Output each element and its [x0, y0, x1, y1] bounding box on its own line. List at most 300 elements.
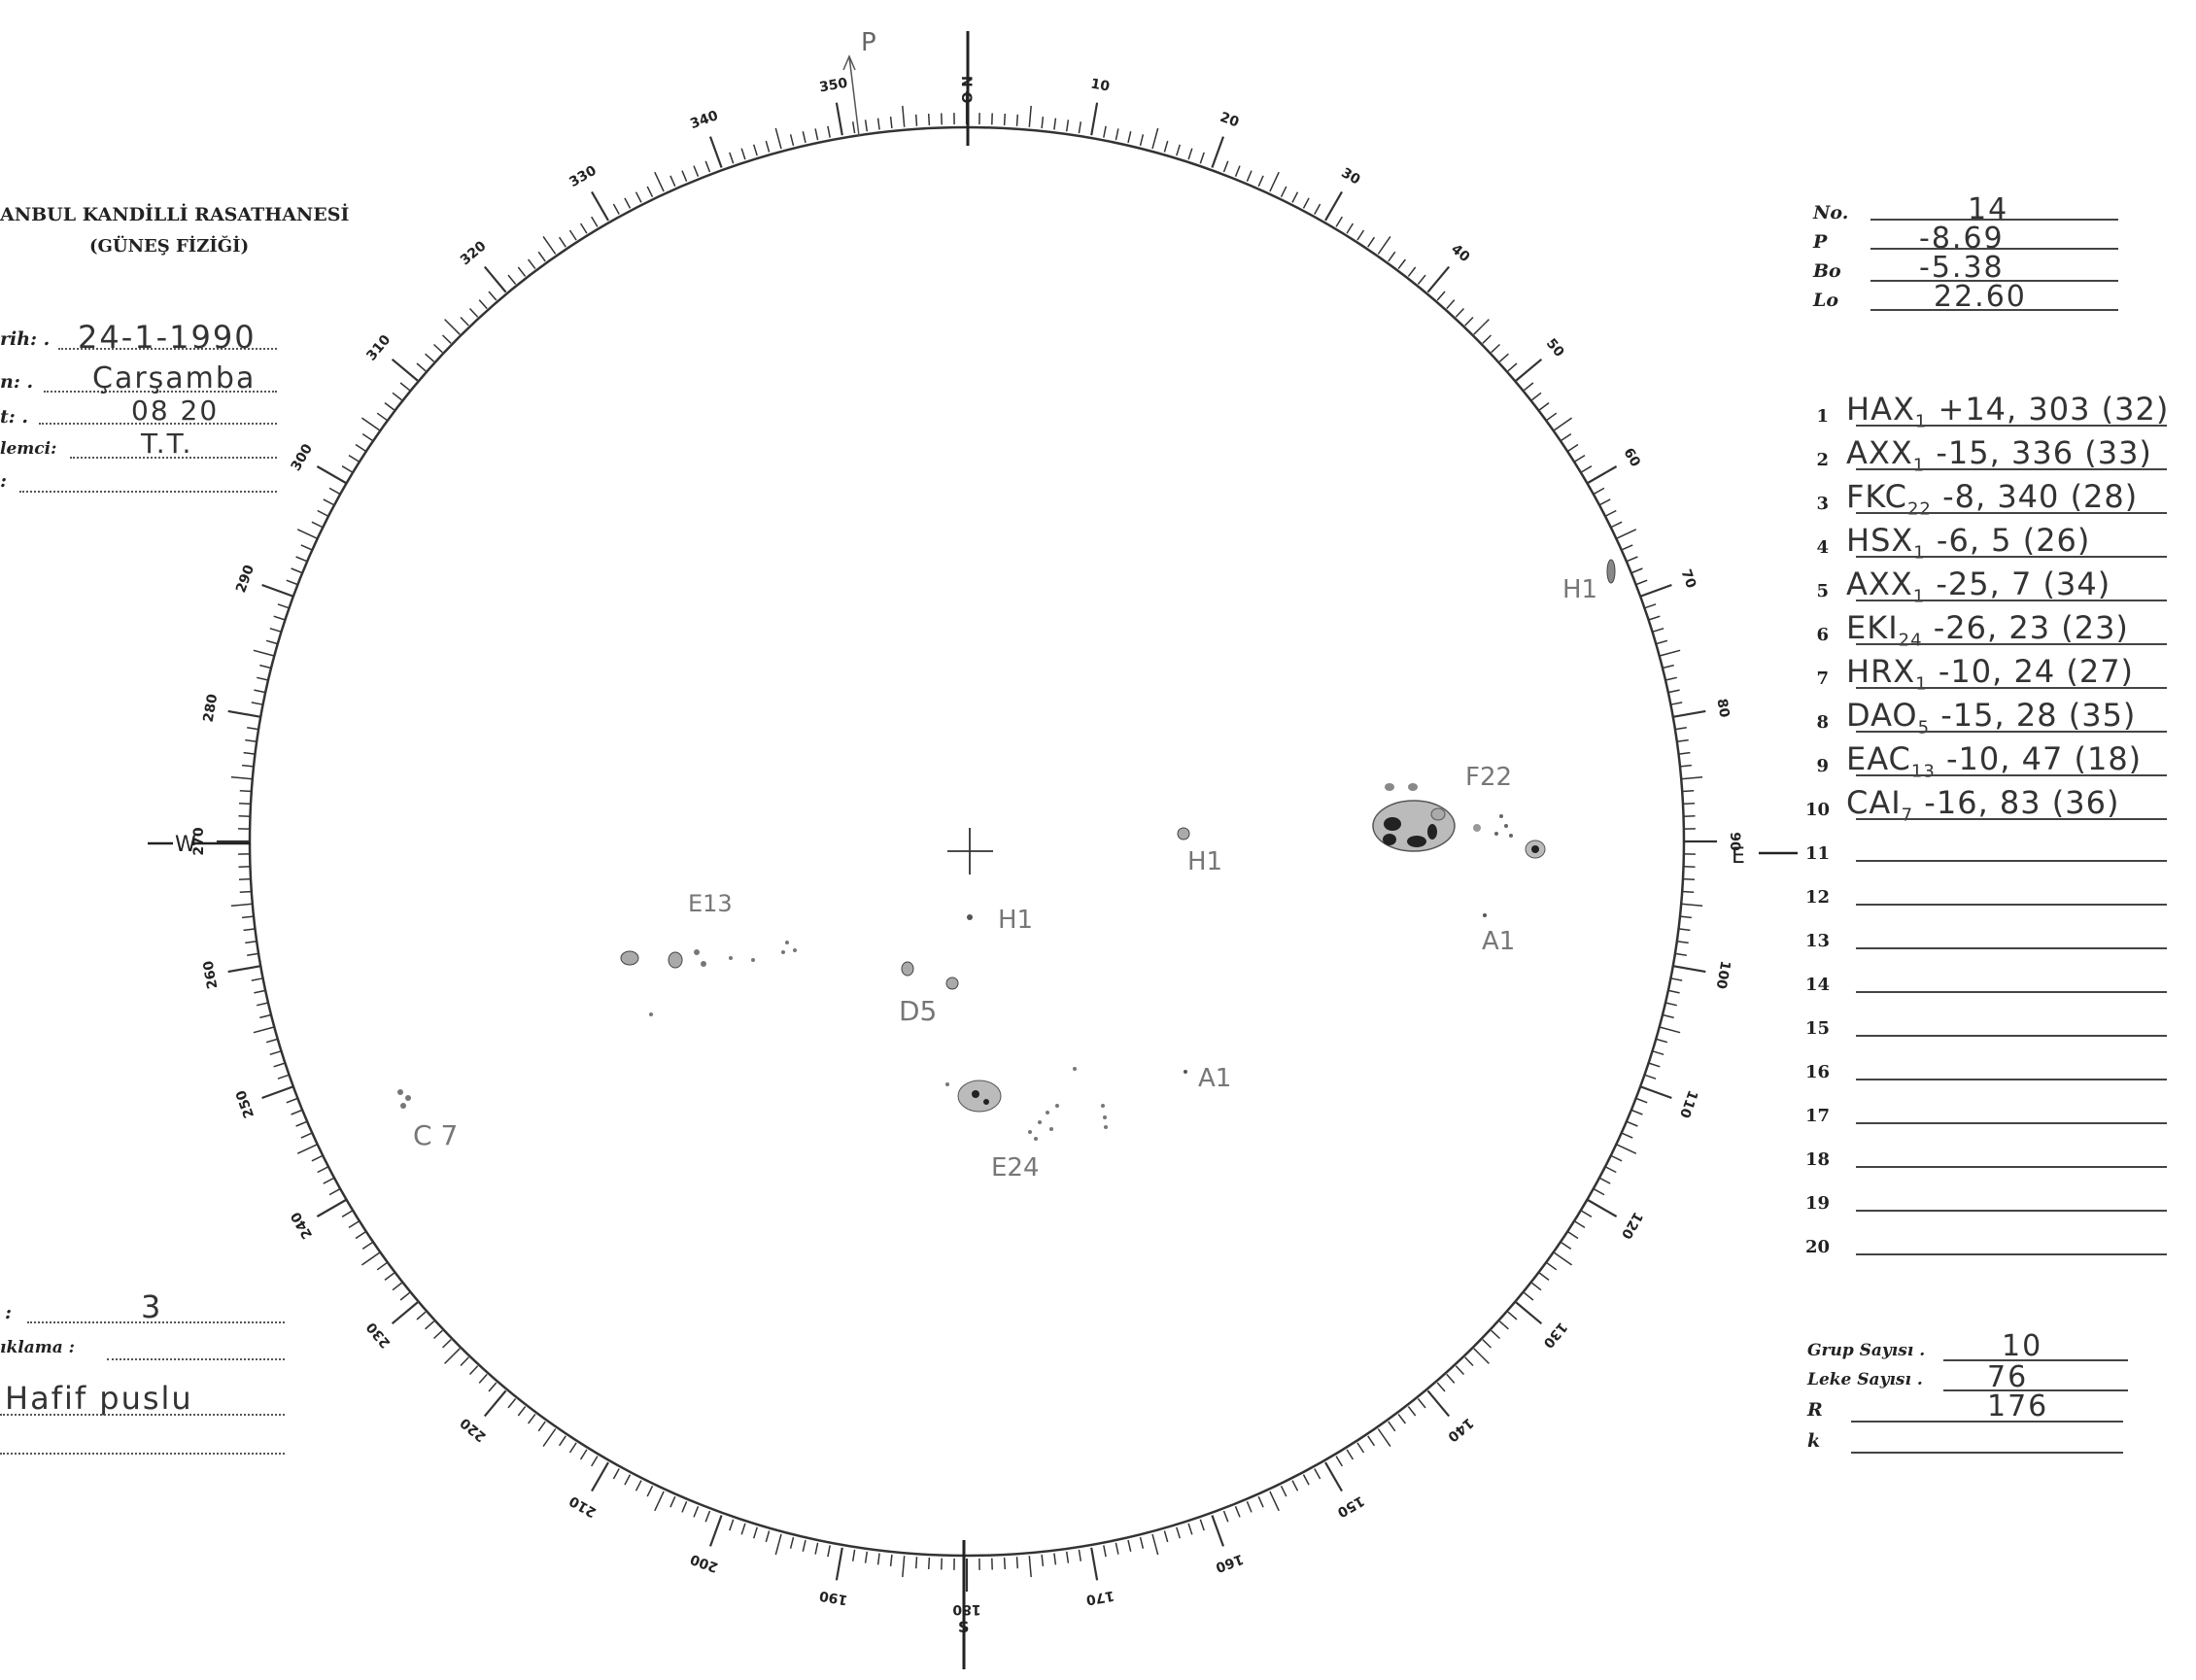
lo-label: Lo: [1813, 290, 1839, 311]
scale-tick: [1188, 149, 1192, 159]
scale-tick: [240, 791, 252, 792]
group-label-f22: F22: [1465, 763, 1513, 792]
scale-tick: [259, 666, 271, 669]
row-number: 10: [1805, 800, 1831, 820]
scale-tick: [247, 953, 258, 955]
scale-tick: [1663, 666, 1674, 669]
scale-tick: [878, 1554, 880, 1565]
scale-tick: [1681, 777, 1702, 779]
scale-tick: [1079, 1550, 1081, 1561]
scale-tick: [1336, 217, 1342, 226]
scale-tick: [1017, 1557, 1018, 1568]
scale-tick: [1547, 1263, 1557, 1270]
scale-tick: [1663, 1015, 1674, 1018]
row-number: 11: [1805, 843, 1831, 864]
scale-tick: [1054, 1554, 1056, 1565]
scale-tick: [570, 230, 577, 240]
scale-tick: [682, 171, 687, 182]
scale-tick: [1104, 126, 1106, 138]
scale-tick: [1270, 172, 1279, 191]
row-number: 17: [1805, 1106, 1831, 1126]
scale-tick: [301, 1133, 312, 1138]
group-code: HRX: [1846, 653, 1916, 690]
scale-label: 200: [688, 1550, 721, 1575]
scale-tick: [543, 236, 556, 254]
scale-tick: [636, 1481, 642, 1491]
row-number: 12: [1805, 887, 1831, 908]
scale-tick: [434, 345, 443, 353]
sunspot-d5: [902, 962, 913, 976]
scale-tick: [443, 335, 452, 343]
scale-tick: [485, 267, 506, 292]
row-number: 8: [1816, 712, 1829, 733]
scale-tick: [916, 115, 917, 126]
north-label: N O: [958, 76, 974, 104]
scale-tick: [1292, 192, 1298, 203]
scale-tick: [1054, 119, 1056, 130]
scale-tick: [228, 711, 261, 717]
scale-tick: [1042, 117, 1043, 128]
scale-tick: [1357, 230, 1364, 240]
scale-tick: [1017, 115, 1018, 126]
scale-label: 60: [1620, 445, 1643, 470]
scale-tick: [518, 267, 525, 276]
sunspot-e24-umbra: [983, 1099, 989, 1105]
scale-tick: [1304, 1475, 1310, 1486]
sunspot-e13: [781, 950, 785, 954]
sunspot-f22-leader-umbra: [1531, 845, 1539, 853]
observer-label: lemci:: [0, 439, 57, 459]
scale-tick: [470, 309, 478, 318]
scale-tick: [1622, 545, 1632, 550]
scale-label: 230: [363, 1319, 395, 1352]
scale-label: 170: [1084, 1587, 1115, 1608]
sunspot-e24: [1104, 1125, 1108, 1129]
scale-tick: [741, 1524, 745, 1534]
scale-tick: [803, 1540, 806, 1552]
scale-tick: [349, 1221, 359, 1227]
scale-tick: [1336, 1457, 1342, 1466]
group-code: FKC: [1846, 478, 1907, 515]
scale-tick: [1656, 640, 1667, 643]
scale-tick: [1568, 445, 1578, 452]
scale-tick: [287, 1099, 297, 1103]
scale-tick: [1177, 145, 1181, 155]
scale-tick: [1091, 1548, 1097, 1581]
scale-tick: [754, 145, 758, 155]
scale-tick: [1115, 1543, 1118, 1555]
scale-tick: [815, 128, 818, 140]
scale-tick: [1547, 413, 1557, 420]
p-value: -8.69: [1919, 222, 2005, 256]
scale-tick: [242, 916, 254, 917]
scale-label: 160: [1213, 1550, 1246, 1575]
group-values: -15, 28 (35): [1940, 697, 2137, 734]
scale-tick: [625, 198, 631, 209]
sunspot-h1-east: [1178, 828, 1189, 840]
scale-tick: [231, 904, 253, 906]
scale-tick: [257, 677, 268, 680]
p-axis-label: P: [861, 28, 876, 57]
scale-tick: [1304, 198, 1310, 209]
scale-tick: [1152, 1534, 1158, 1555]
scale-tick: [803, 131, 806, 143]
scale-tick: [361, 418, 379, 430]
observer-value: T.T.: [141, 428, 193, 460]
scale-tick: [1115, 128, 1118, 140]
scale-tick: [508, 1399, 516, 1408]
scale-tick: [1516, 360, 1541, 381]
sunspot-e13: [701, 961, 706, 967]
scale-tick: [1418, 1399, 1425, 1408]
r-label: R: [1807, 1399, 1823, 1421]
group-values: +14, 303 (32): [1938, 391, 2170, 428]
sunspot-f22-follower: [1431, 808, 1445, 820]
scale-tick: [538, 252, 545, 261]
no-value: 14: [1968, 192, 2009, 226]
sunspot-f22-pore: [1385, 783, 1394, 791]
scale-tick: [479, 1374, 487, 1383]
quality-label: :: [5, 1302, 13, 1323]
sunspot-e24: [1073, 1067, 1077, 1071]
group-label-a1-south: A1: [1198, 1064, 1232, 1093]
sunspot-e13: [751, 958, 755, 962]
sunspot-e24: [1055, 1104, 1059, 1108]
group-sub: 1: [1912, 586, 1926, 607]
scale-tick: [1636, 580, 1647, 584]
sunspot-e24: [1034, 1137, 1038, 1141]
scale-tick: [301, 545, 312, 550]
scale-tick: [1582, 1211, 1592, 1217]
scale-tick: [570, 1443, 577, 1453]
scale-tick: [705, 161, 709, 172]
group-label-a1-east: A1: [1482, 927, 1516, 956]
scale-tick: [1665, 677, 1677, 680]
scale-tick: [1128, 1540, 1131, 1552]
day-label: n: .: [0, 371, 34, 393]
sunspot-e24: [1103, 1115, 1107, 1119]
scale-tick: [1188, 1524, 1192, 1534]
scale-tick: [417, 363, 426, 371]
scale-tick: [1368, 1436, 1375, 1446]
scale-tick: [461, 318, 468, 326]
group-code: HSX: [1846, 522, 1914, 559]
scale-tick: [1508, 1312, 1517, 1320]
scale-tick: [1677, 740, 1689, 742]
scale-tick: [1582, 466, 1592, 472]
scale-tick: [1645, 1075, 1656, 1079]
scale-tick: [1079, 121, 1081, 133]
scale-tick: [1224, 161, 1228, 172]
scale-tick: [1555, 418, 1572, 430]
r-value: 176: [1987, 1389, 2049, 1423]
scale-tick: [318, 1167, 328, 1173]
sunspot-f22-pore: [1494, 832, 1498, 836]
scale-tick: [385, 403, 395, 410]
scale-tick: [296, 557, 307, 562]
sunspot-e13: [729, 956, 733, 960]
time-label: t: .: [0, 406, 29, 428]
scale-label: 80: [1713, 697, 1733, 719]
scale-tick: [670, 176, 675, 187]
degree-scale: [217, 91, 1717, 1592]
scale-tick: [1627, 1121, 1637, 1126]
scale-tick: [730, 1520, 734, 1530]
scale-tick: [1595, 1189, 1605, 1195]
scale-tick: [1532, 1283, 1541, 1289]
group-sub: 1: [1915, 673, 1928, 695]
scale-label: 190: [818, 1587, 849, 1608]
observatory-name: ANBUL KANDİLLİ RASATHANESİ: [0, 204, 350, 225]
scale-tick: [426, 1321, 434, 1329]
sunspot-d5: [946, 977, 958, 989]
scale-tick: [434, 1330, 443, 1338]
scale-tick: [1042, 1555, 1043, 1566]
scale-tick: [1679, 753, 1691, 755]
scale-label: 280: [200, 693, 222, 724]
scale-label: 100: [1712, 959, 1733, 990]
scale-tick: [254, 650, 274, 656]
scale-tick: [1611, 1156, 1622, 1161]
scale-tick: [240, 892, 252, 893]
east-label: E: [1732, 844, 1745, 869]
sunspot-f22-pore: [1473, 824, 1481, 832]
solar-disk-outline: [250, 127, 1684, 1556]
scale-tick: [270, 1051, 281, 1055]
scale-tick: [791, 134, 794, 146]
scale-tick: [1292, 1481, 1298, 1491]
scale-tick: [1005, 114, 1006, 125]
scale-tick: [775, 1534, 781, 1555]
scale-label: 270: [191, 827, 207, 856]
scale-label: 340: [688, 108, 721, 133]
scale-label: 90: [1727, 832, 1742, 851]
scale-tick: [445, 320, 461, 335]
scale-label: 310: [363, 331, 395, 364]
observatory-subtitle: (GÜNEŞ FİZİĞİ): [89, 236, 250, 257]
scale-label: 330: [566, 162, 600, 191]
scale-tick: [837, 1548, 842, 1581]
scale-tick: [1653, 1051, 1664, 1055]
scale-tick: [1673, 966, 1706, 972]
scale-tick: [1212, 137, 1223, 168]
scale-tick: [592, 1462, 608, 1491]
scale-tick: [1282, 187, 1287, 197]
scale-tick: [929, 1558, 930, 1569]
scale-tick: [1561, 434, 1571, 441]
scale-tick: [625, 1475, 631, 1486]
scale-tick: [1611, 522, 1622, 527]
scale-tick: [1315, 204, 1321, 215]
scale-label: 180: [952, 1601, 981, 1617]
scale-tick: [694, 166, 699, 177]
scale-tick: [1378, 236, 1390, 254]
scale-tick: [929, 114, 930, 125]
row-number: 5: [1816, 581, 1829, 601]
row-number: 1: [1816, 406, 1829, 427]
scale-tick: [1474, 1349, 1490, 1364]
scale-tick: [1437, 1383, 1445, 1391]
scale-label: 70: [1677, 566, 1699, 591]
sunspot-e24-penumbra: [958, 1080, 1001, 1112]
scale-tick: [1606, 511, 1617, 517]
scale-tick: [239, 879, 251, 880]
scale-tick: [1641, 585, 1672, 597]
row-number: 14: [1805, 975, 1831, 995]
scale-tick: [1447, 300, 1455, 309]
scale-tick: [730, 153, 734, 163]
row-number: 4: [1816, 537, 1829, 558]
scale-tick: [1668, 690, 1680, 693]
scale-tick: [1212, 1516, 1223, 1547]
scale-tick: [1200, 1520, 1204, 1530]
scale-tick: [1660, 1027, 1680, 1033]
group-sub: 5: [1917, 717, 1931, 738]
scale-tick: [592, 191, 608, 221]
group-count-value: 10: [2002, 1329, 2043, 1363]
spot-count-label: Leke Sayısı .: [1807, 1370, 1923, 1389]
scale-tick: [1595, 488, 1605, 494]
scale-tick: [393, 360, 418, 381]
scale-tick: [1005, 1558, 1006, 1569]
scale-tick: [1508, 363, 1517, 371]
scale-tick: [329, 1189, 340, 1195]
scale-tick: [274, 1063, 285, 1067]
scale-tick: [329, 488, 340, 494]
scale-tick: [361, 1252, 379, 1265]
scale-tick: [1539, 1273, 1549, 1280]
scale-tick: [317, 1200, 346, 1217]
scale-tick: [1247, 1501, 1252, 1512]
row-number: 13: [1805, 931, 1831, 951]
scale-tick: [592, 217, 598, 226]
scale-tick: [1067, 120, 1069, 131]
scale-tick: [1588, 1200, 1617, 1217]
scale-label: 130: [1539, 1319, 1570, 1352]
group-code: AXX: [1846, 434, 1913, 471]
scale-tick: [1325, 191, 1342, 221]
sunspot-e24: [1101, 1104, 1105, 1108]
scale-tick: [1532, 393, 1541, 399]
group-code: CAI: [1846, 784, 1902, 821]
scale-tick: [1456, 309, 1463, 318]
sunspot-f22-pore: [1504, 824, 1508, 828]
lo-value: 22.60: [1934, 280, 2027, 314]
bo-value: -5.38: [1919, 251, 2005, 285]
group-sub: 1: [1912, 455, 1926, 476]
group-sub: 22: [1906, 498, 1932, 520]
scale-tick: [244, 753, 256, 755]
scale-label: 250: [233, 1087, 258, 1120]
scale-label: 110: [1675, 1087, 1700, 1120]
scale-tick: [489, 291, 497, 300]
row-number: 3: [1816, 494, 1829, 514]
scale-tick: [1483, 1340, 1492, 1348]
row-number: 15: [1805, 1018, 1831, 1039]
scale-tick: [1282, 1486, 1287, 1496]
sunspot-f22-umbra: [1407, 836, 1426, 847]
scale-tick: [853, 1550, 855, 1561]
scale-tick: [1617, 1145, 1636, 1153]
scale-tick: [916, 1557, 917, 1568]
scale-label: 350: [818, 75, 849, 96]
group-label-c7: C 7: [413, 1119, 459, 1151]
scale-tick: [1224, 1511, 1228, 1522]
scale-tick: [1357, 1443, 1364, 1453]
sunspot-e24: [1046, 1111, 1049, 1114]
scale-tick: [362, 1243, 372, 1250]
scale-tick: [297, 530, 317, 538]
scale-label: 240: [288, 1209, 317, 1242]
scale-tick: [741, 149, 745, 159]
scale-label: 50: [1542, 335, 1567, 360]
scale-tick: [262, 585, 293, 597]
scale-tick: [1247, 171, 1252, 182]
sunspot-e13: [669, 952, 682, 968]
sunspot-c7: [400, 1103, 406, 1109]
sunspot-e13: [785, 941, 789, 944]
group-values: -15, 336 (33): [1936, 434, 2152, 471]
scale-tick: [1141, 1537, 1144, 1549]
scale-tick: [754, 1527, 758, 1538]
scale-tick: [508, 275, 516, 284]
scale-tick: [1631, 1111, 1642, 1115]
scale-tick: [1575, 456, 1585, 462]
scale-tick: [837, 103, 842, 136]
scale-tick: [1649, 616, 1660, 620]
scale-tick: [252, 703, 263, 704]
scale-tick: [342, 466, 352, 472]
sunspot-e24: [945, 1082, 949, 1086]
scale-tick: [1679, 929, 1691, 931]
scale-tick: [1164, 141, 1167, 153]
scale-tick: [1104, 1545, 1106, 1557]
scale-tick: [1525, 383, 1533, 391]
scale-tick: [393, 393, 401, 399]
scale-tick: [1408, 267, 1415, 276]
scale-tick: [461, 1357, 468, 1366]
scale-tick: [1141, 134, 1144, 146]
scale-tick: [1499, 1321, 1508, 1329]
row-number: 7: [1816, 669, 1829, 689]
group-label-d5: D5: [899, 995, 938, 1027]
day-value: Çarşamba: [92, 361, 257, 395]
scale-tick: [1164, 1530, 1167, 1542]
scale-tick: [538, 1422, 545, 1431]
scale-tick: [1673, 711, 1706, 717]
scale-tick: [317, 466, 346, 483]
scale-tick: [682, 1501, 687, 1512]
scale-tick: [1631, 568, 1642, 573]
scale-tick: [400, 1292, 409, 1300]
scale-tick: [356, 445, 365, 452]
sunspot-e13: [621, 951, 638, 965]
scale-tick: [1427, 1390, 1449, 1416]
sunspot-h1-limb: [1607, 560, 1615, 583]
scale-tick: [866, 1552, 868, 1563]
quality-value: 3: [141, 1288, 163, 1325]
sunspot-e24-umbra: [972, 1090, 979, 1098]
scale-tick: [1236, 1506, 1241, 1517]
scale-tick: [543, 1429, 556, 1447]
scale-label: 120: [1617, 1209, 1646, 1242]
scale-tick: [312, 522, 323, 527]
scale-tick: [1378, 1429, 1390, 1447]
sunspot-a1-east: [1483, 913, 1487, 917]
scale-tick: [853, 121, 855, 133]
group-code: DAO: [1846, 697, 1918, 734]
scale-tick: [377, 1263, 387, 1270]
